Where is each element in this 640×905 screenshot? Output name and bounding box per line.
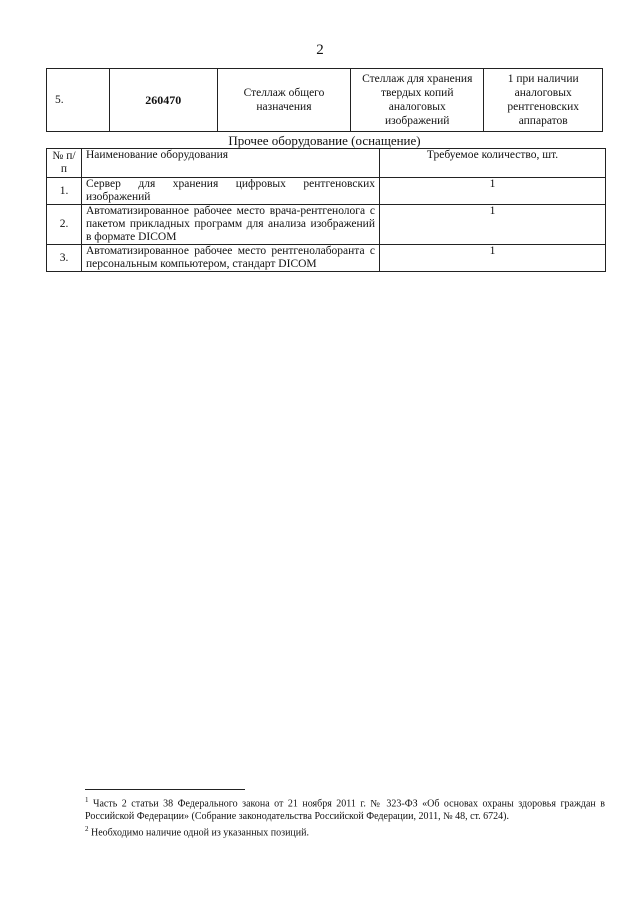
row-number: 2. [47,205,82,245]
row-number: 5. [47,69,110,132]
footnote-1 [85,794,605,823]
row-name: Стеллаж общего назначения [217,69,350,132]
table-row [47,245,606,272]
row-name: Автоматизированное рабочее место врача-рентгенолога с пакетом прикладных программ для анализа изображений в формате DICOM [82,205,380,245]
footnote-mark: 1 [85,796,89,804]
row-code: 260470 [109,69,217,132]
table-header-row [47,149,606,178]
row-quantity: 1 [380,205,606,245]
section-title: Прочее оборудование (оснащение) [228,133,421,148]
header-num: № п/п [47,149,82,178]
footnote-2 [85,823,605,839]
table-row [47,205,606,245]
footnote-text: Часть 2 статьи 38 Федерального закона от 21 ноября 2011 г. № 323-ФЗ «Об основах охраны здоровья граждан в Российской Федерации» (Собрание законодательства Российской Федерации, 2011, № 48, ст. 6724). [85,798,605,823]
footnotes [85,794,605,840]
other-equipment-table [46,148,606,272]
row-name: Сервер для хранения цифровых рентгеновских изображений [82,178,380,205]
row-quantity: 1 при наличии аналоговых рентгеновских аппаратов [484,69,603,132]
page-number: 2 [316,42,324,58]
footnote-text: Необходимо наличие одной из указанных позиций. [88,827,309,839]
row-name: Автоматизированное рабочее место рентгенолаборанта с персональным компьютером, стандарт DICOM [82,245,380,272]
table-row [47,69,603,132]
row-description: Стеллаж для хранения твердых копий аналоговых изображений [351,69,484,132]
header-name: Наименование оборудования [82,149,380,178]
row-number: 1. [47,178,82,205]
equipment-table-continued [46,68,603,132]
row-quantity: 1 [380,245,606,272]
footnote-divider [85,789,245,790]
header-qty: Требуемое количество, шт. [380,149,606,178]
table-row [47,178,606,205]
row-quantity: 1 [380,178,606,205]
row-number: 3. [47,245,82,272]
footnote-mark: 2 [85,825,89,834]
